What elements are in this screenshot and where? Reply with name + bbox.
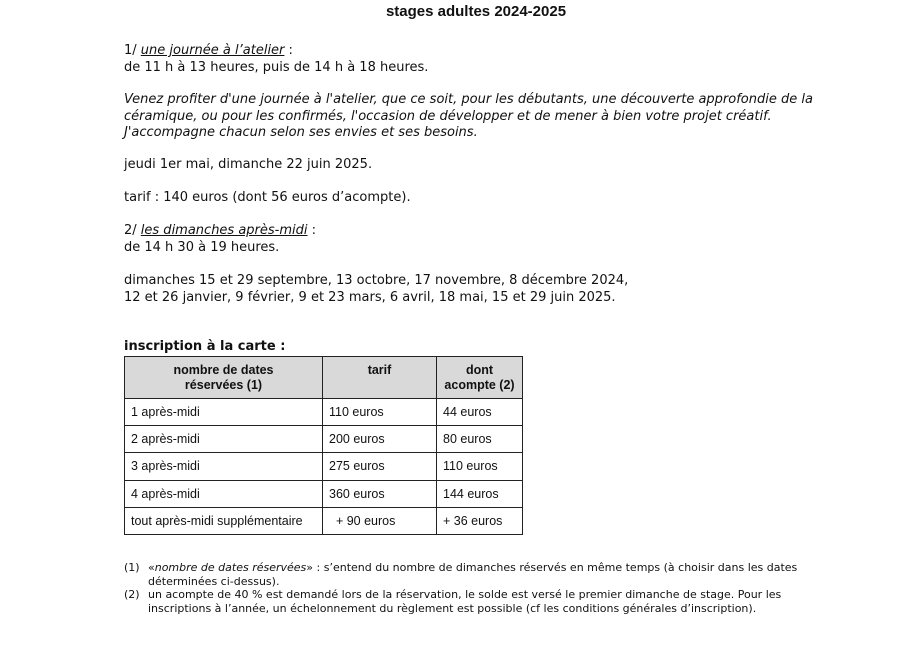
section-1-hours: de 11 h à 13 heures, puis de 14 h à 18 heures.	[124, 60, 429, 75]
section-1-description-line-3: J'accompagne chacun selon ses envies et ses besoins.	[124, 125, 478, 140]
footnote-2-number: (2)	[124, 588, 140, 601]
table-cell-acompte: 80 euros	[437, 426, 523, 453]
section-2-colon: :	[307, 223, 317, 238]
table-row	[125, 507, 523, 534]
section-1-number: 1/	[124, 43, 141, 58]
section-1-dates: jeudi 1er mai, dimanche 22 juin 2025.	[124, 157, 373, 172]
table-cell-acompte: + 36 euros	[437, 507, 523, 534]
table-cell-tarif: 110 euros	[323, 399, 437, 426]
column-header-acompte: dont acompte (2)	[437, 357, 523, 399]
column-header-dates: nombre de dates réservées (1)	[125, 357, 323, 399]
section-2-dates-line-2: 12 et 26 janvier, 9 février, 9 et 23 mars, 6 avril, 18 mai, 15 et 29 juin 2025.	[124, 290, 616, 305]
section-1-title: une journée à l’atelier	[140, 43, 285, 58]
section-1-description-line-2: céramique, ou pour les confirmés, l'occasion de développer et de mener à bien votre projet créatif.	[124, 108, 772, 124]
table-cell-dates: 1 après-midi	[125, 399, 323, 426]
footnote-2	[124, 588, 804, 615]
section-2-number: 2/	[124, 223, 141, 238]
table-cell-acompte: 110 euros	[437, 453, 523, 480]
section-2-dates-line-1: dimanches 15 et 29 septembre, 13 octobre, 17 novembre, 8 décembre 2024,	[124, 273, 629, 288]
footnote-1	[124, 561, 804, 588]
table-row	[125, 426, 523, 453]
page-title: stages adultes 2024-2025	[385, 3, 567, 20]
table-cell-tarif: 275 euros	[323, 453, 437, 480]
table-row	[125, 453, 523, 480]
table-row	[125, 399, 523, 426]
table-cell-tarif: + 90 euros	[323, 507, 437, 534]
table-header-row	[125, 357, 523, 399]
pricing-table	[124, 356, 523, 535]
column-header-tarif: tarif	[323, 357, 437, 399]
table-cell-dates: tout après-midi supplémentaire	[125, 507, 323, 534]
table-row	[125, 480, 523, 507]
table-cell-tarif: 360 euros	[323, 480, 437, 507]
table-cell-acompte: 44 euros	[437, 399, 523, 426]
footnote-1-number: (1)	[124, 561, 140, 574]
section-1-price: tarif : 140 euros (dont 56 euros d’acompte).	[124, 190, 411, 205]
section-1-heading	[124, 43, 293, 60]
section-2-heading	[124, 223, 316, 240]
table-cell-dates: 4 après-midi	[125, 480, 323, 507]
section-1-colon: :	[284, 43, 293, 58]
table-cell-acompte: 144 euros	[437, 480, 523, 507]
section-2-title: les dimanches après-midi	[140, 223, 308, 238]
inscription-heading: inscription à la carte :	[124, 339, 286, 354]
footnote-1-text: «nombre de dates réservées» : s’entend du nombre de dimanches réservés en même temps (à choisir dans les dates déterminées ci-dessus).	[148, 561, 798, 588]
section-2-hours: de 14 h 30 à 19 heures.	[124, 240, 280, 255]
footnote-2-text: un acompte de 40 % est demandé lors de la réservation, le solde est versé le premier dimanche de stage. Pour les inscriptions à l’année, un échelonnement du règlement est possible (cf les conditions générales d’inscription).	[148, 588, 782, 615]
section-1-description-line-1: Venez profiter d'une journée à l'atelier, que ce soit, pour les débutants, une découverte approfondie de la	[124, 92, 813, 107]
table-cell-tarif: 200 euros	[323, 426, 437, 453]
table-cell-dates: 3 après-midi	[125, 453, 323, 480]
table-cell-dates: 2 après-midi	[125, 426, 323, 453]
